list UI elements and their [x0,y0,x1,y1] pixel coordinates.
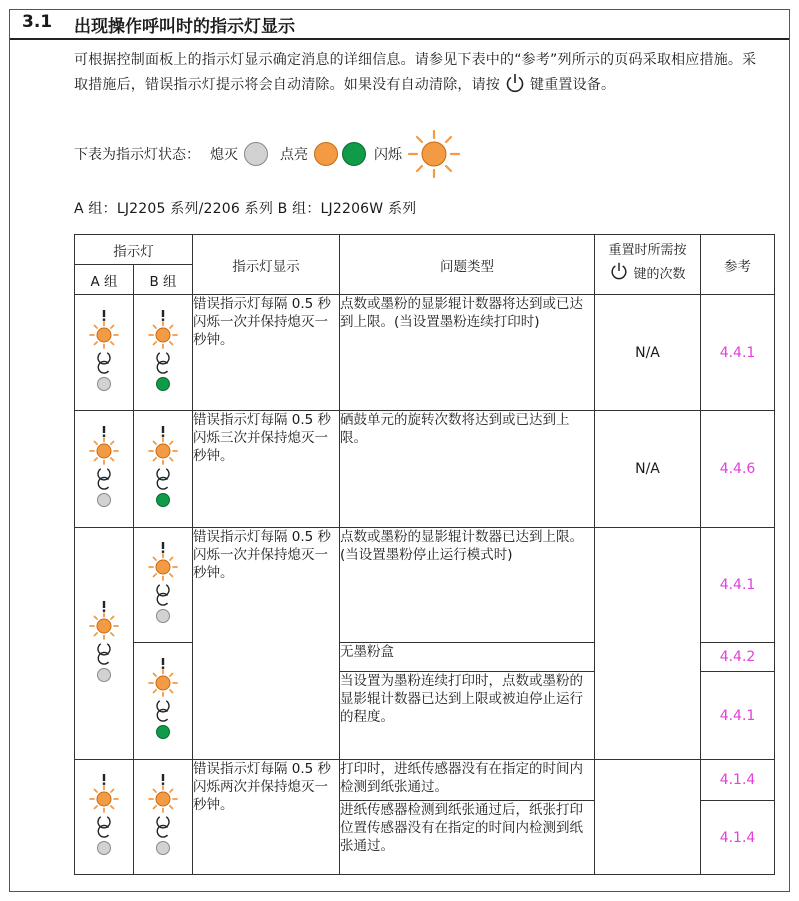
header-group-b: B 组 [134,265,193,295]
error-exclamation-icon [162,426,164,437]
ref-row4[interactable]: 4.4.2 [701,643,775,672]
section-title: 出现操作呼叫时的指示灯显示 [74,17,295,37]
indicator-lamp-stack [143,772,183,862]
status-lamp-icon [157,726,170,739]
ref-row3[interactable]: 4.4.1 [701,528,775,643]
legend-on-green-icon [342,142,366,166]
header-reset-line1: 重置时所需按 [608,243,687,258]
blinking-error-lamp-icon [90,322,118,348]
blinking-error-lamp-icon [149,438,177,464]
blinking-error-lamp-icon [149,786,177,812]
problem-row5: 当设置为墨粉连续打印时，点数或墨粉的显影辊计数器已达到上限或被迫停止运行的程度。 [340,672,595,760]
indicator-lamp-stack [84,599,124,689]
problem-row3: 点数或墨粉的显影辊计数器已达到上限。(当设置墨粉停止运行模式时) [340,528,595,643]
indicator-lamp-stack [84,308,124,398]
lamp-a-row1 [75,295,134,411]
display-row1: 错误指示灯每隔 0.5 秒闪烁一次并保持熄灭一秒钟。 [193,295,340,411]
blinking-error-lamp-icon [149,322,177,348]
status-lamp-icon [98,842,111,855]
header-display: 指示灯显示 [193,235,340,295]
problem-row6: 打印时，进纸传感器没有在指定的时间内检测到纸张通过。 [340,760,595,801]
legend-off-label: 熄灭 [210,147,238,163]
intro-paragraph [74,48,764,102]
ref-row5[interactable]: 4.4.1 [701,672,775,760]
error-exclamation-icon [103,774,105,785]
status-lamp-icon [98,668,111,681]
ref-row7[interactable]: 4.1.4 [701,801,775,875]
error-exclamation-icon [162,774,164,785]
header-problem: 问题类型 [340,235,595,295]
section-number: 3.1 [22,12,53,32]
reset-row6 [595,760,701,875]
ref-row2[interactable]: 4.4.6 [701,411,775,528]
display-row3: 错误指示灯每隔 0.5 秒闪烁一次并保持熄灭一秒钟。 [193,528,340,760]
lamp-b-row1 [134,295,193,411]
error-exclamation-icon [162,310,164,321]
problem-row4: 无墨粉盒 [340,643,595,672]
indicator-lamp-stack [84,424,124,514]
status-lamp-icon [157,842,170,855]
blinking-error-lamp-icon [90,613,118,639]
blinking-error-lamp-icon [149,554,177,580]
reset-row2: N/A [595,411,701,528]
reset-row3 [595,528,701,760]
intro-text-after: 键重置设备。 [530,77,616,93]
reset-row1: N/A [595,295,701,411]
lamp-a-row6 [75,760,134,875]
group-definitions: A 组：LJ2205 系列/2206 系列 B 组：LJ2206W 系列 [74,201,417,217]
legend-blink-label: 闪烁 [374,147,402,163]
indicator-lamp-stack [143,656,183,746]
header-reference: 参考 [701,235,775,295]
legend-on-orange-icon [314,142,338,166]
power-icon [609,261,629,288]
header-reset [595,235,701,295]
indicator-lamp-stack [84,772,124,862]
ref-row6[interactable]: 4.1.4 [701,760,775,801]
status-lamp-icon [98,377,111,390]
lamp-b-row2 [134,411,193,528]
blinking-error-lamp-icon [90,786,118,812]
error-exclamation-icon [103,601,105,612]
power-icon [504,72,526,102]
error-exclamation-icon [103,310,105,321]
lamp-a-row3 [75,528,134,760]
lamp-b-row3 [134,528,193,643]
lamp-a-row2 [75,411,134,528]
legend-prefix: 下表为指示灯状态： [74,147,200,163]
status-lamp-icon [157,494,170,507]
lamp-b-row4 [134,643,193,760]
problem-row1: 点数或墨粉的显影辊计数器将达到或已达到上限。(当设置墨粉连续打印时) [340,295,595,411]
legend [74,140,462,168]
legend-blink-icon [406,129,462,179]
error-exclamation-icon [162,658,164,669]
problem-row2: 硒鼓单元的旋转次数将达到或已达到上限。 [340,411,595,528]
section-divider [10,38,789,40]
indicator-lamp-stack [143,424,183,514]
blinking-error-lamp-icon [149,670,177,696]
status-lamp-icon [157,377,170,390]
intro-text-before: 可根据控制面板上的指示灯显示确定消息的详细信息。请参见下表中的“参考”列所示的页码采取相应措施。采取措施后，错误指示灯提示将会自动清除。如果没有自动清除，请按 [74,52,757,93]
problem-row7: 进纸传感器检测到纸张通过后，纸张打印位置传感器没有在指定的时间内检测到纸张通过。 [340,801,595,875]
blinking-error-lamp-icon [90,438,118,464]
legend-on-label: 点亮 [280,147,308,163]
error-exclamation-icon [162,542,164,553]
header-indicator: 指示灯 [75,235,193,265]
ref-row1[interactable]: 4.4.1 [701,295,775,411]
indicator-lamp-stack [143,540,183,630]
display-row2: 错误指示灯每隔 0.5 秒闪烁三次并保持熄灭一秒钟。 [193,411,340,528]
header-reset-line2: 键的次数 [633,266,686,282]
indicator-lamp-stack [143,308,183,398]
error-exclamation-icon [103,426,105,437]
lamp-b-row6 [134,760,193,875]
status-lamp-icon [98,494,111,507]
status-lamp-icon [157,610,170,623]
display-row6: 错误指示灯每隔 0.5 秒闪烁两次并保持熄灭一秒钟。 [193,760,340,875]
indicator-table [74,234,775,875]
header-group-a: A 组 [75,265,134,295]
legend-off-icon [244,142,268,166]
